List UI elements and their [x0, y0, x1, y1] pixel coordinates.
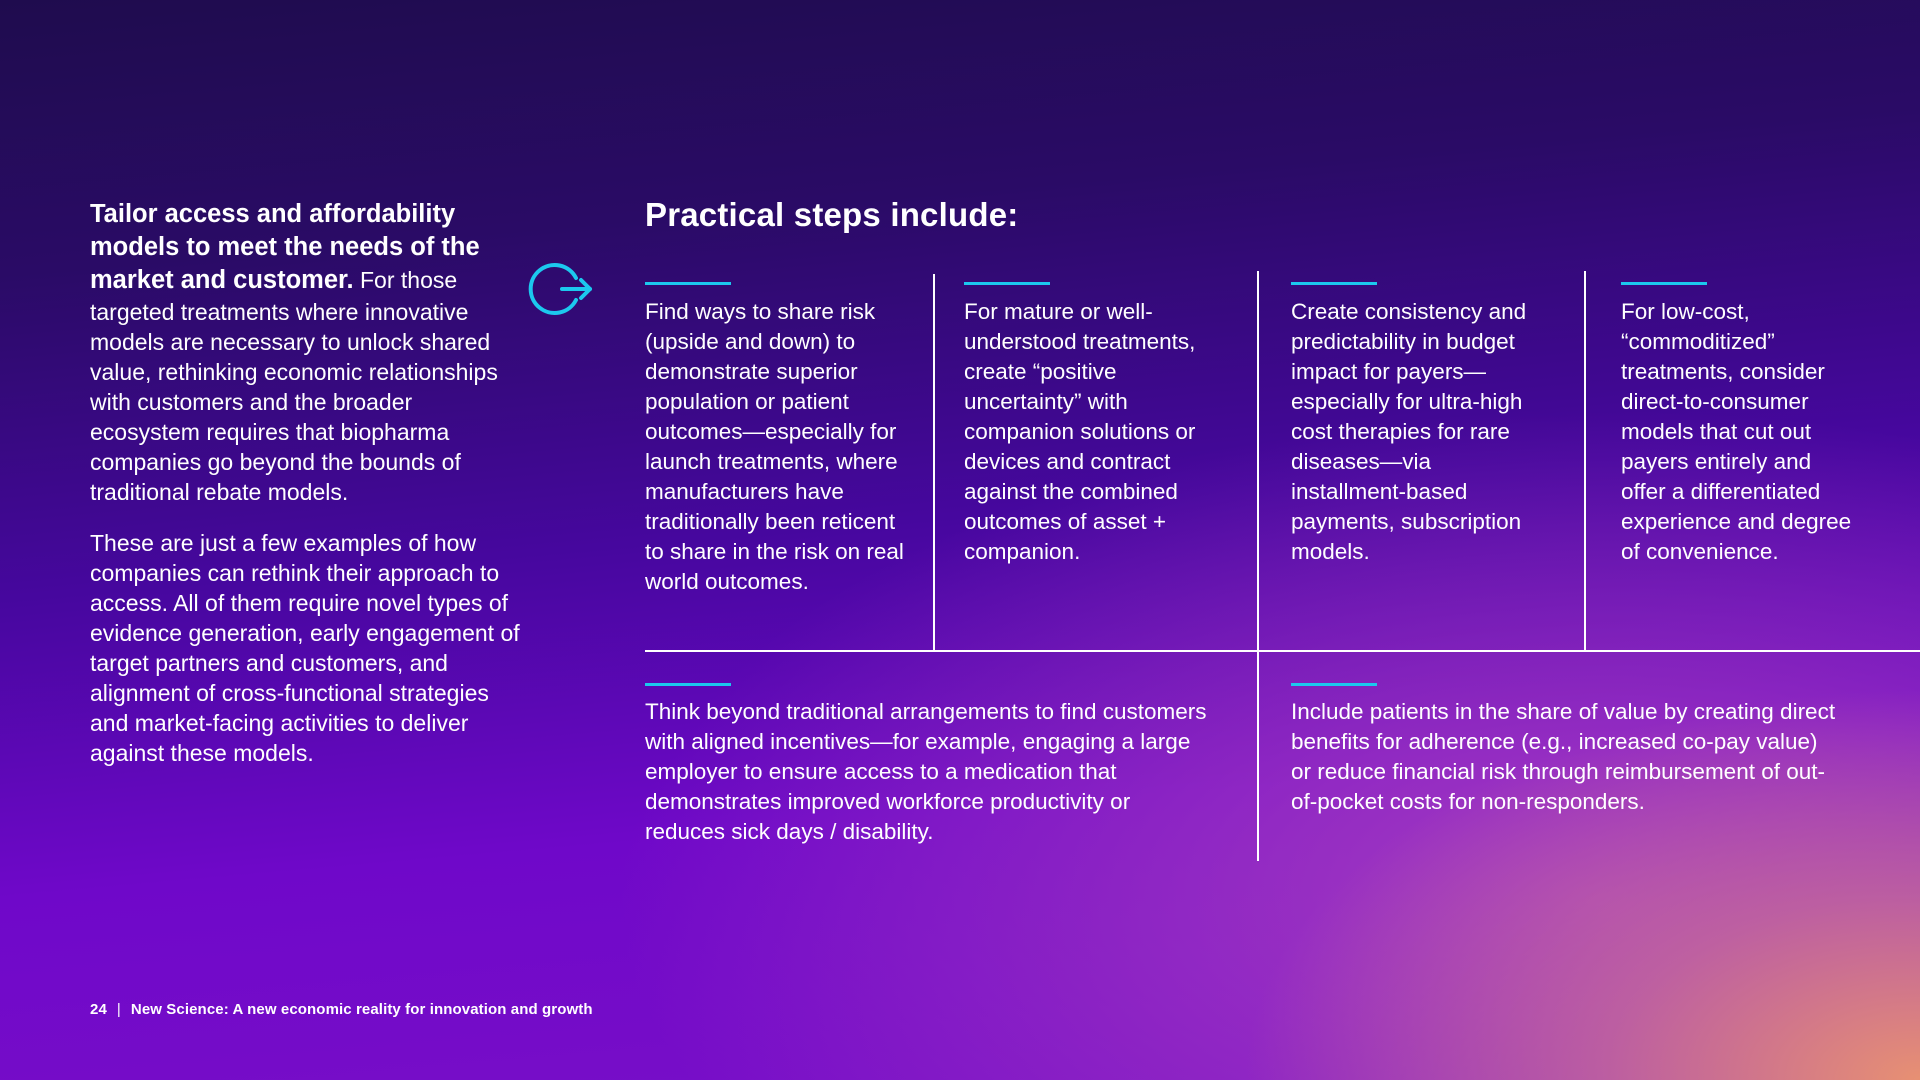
- footer-title: New Science: A new economic reality for innovation and growth: [130, 1001, 593, 1018]
- footer-separator: |: [116, 1001, 121, 1018]
- grid-divider-v1: [933, 274, 935, 651]
- intro-lead-rest: For those targeted treatments where innovative models are necessary to unlock shared value, rethinking economic relationships with customers and the broader ecosystem requires that biopharma companies go beyond the bounds of traditional rebate models.: [90, 267, 498, 505]
- page-headline: Practical steps include:: [645, 196, 1019, 233]
- step-accent-bar: [1291, 282, 1377, 285]
- step-3: Create consistency and predictability in budget impact for payers—especially for ultra-high cost therapies for rare diseases—via installment-based payments, subscription models.: [1291, 299, 1527, 564]
- step-4: For low-cost, “commoditized” treatments, consider direct-to-consumer models that cut out payers entirely and offer a differentiated experience and degree of convenience.: [1621, 299, 1852, 564]
- step-accent-bar: [964, 282, 1050, 285]
- step-5: Think beyond traditional arrangements to find customers with aligned incentives—for example, engaging a large employer to ensure access to a medication that demonstrates improved workforce productivity or reduces sick days / disability.: [645, 699, 1207, 844]
- intro-column: [90, 198, 520, 789]
- intro-paragraph-1: [90, 198, 520, 507]
- step-accent-bar: [1621, 282, 1707, 285]
- page-footer: [90, 1001, 593, 1018]
- step-6: Include patients in the share of value by creating direct benefits for adherence (e.g., increased co-pay value) or reduce financial risk through reimbursement of out-of-pocket costs for non-responders.: [1291, 699, 1836, 814]
- page-number: 24: [90, 1001, 107, 1018]
- intro-lead-bold: Tailor access and affordability models to meet the needs of the market and customer.: [90, 200, 480, 294]
- step-accent-bar: [1291, 683, 1377, 686]
- step-2: For mature or well-understood treatments, create “positive uncertainty” with companion solutions or devices and contract against the combined outcomes of asset + companion.: [964, 299, 1196, 564]
- grid-divider-v3: [1584, 271, 1586, 651]
- intro-paragraph-2: These are just a few examples of how companies can rethink their approach to access. All of them require novel types of evidence generation, early engagement of target partners and customers, and alignment of cross-functional strategies and market-facing activities to deliver against these models.: [90, 530, 520, 766]
- circular-arrow-icon: [524, 260, 594, 318]
- step-1: Find ways to share risk (upside and down) to demonstrate superior population or patient outcomes—especially for launch treatments, where manufacturers have traditionally been reticent to share in the risk on real world outcomes.: [645, 299, 904, 594]
- grid-divider-v2: [1257, 271, 1259, 861]
- step-accent-bar: [645, 282, 731, 285]
- grid-divider-h: [645, 650, 1920, 652]
- step-accent-bar: [645, 683, 731, 686]
